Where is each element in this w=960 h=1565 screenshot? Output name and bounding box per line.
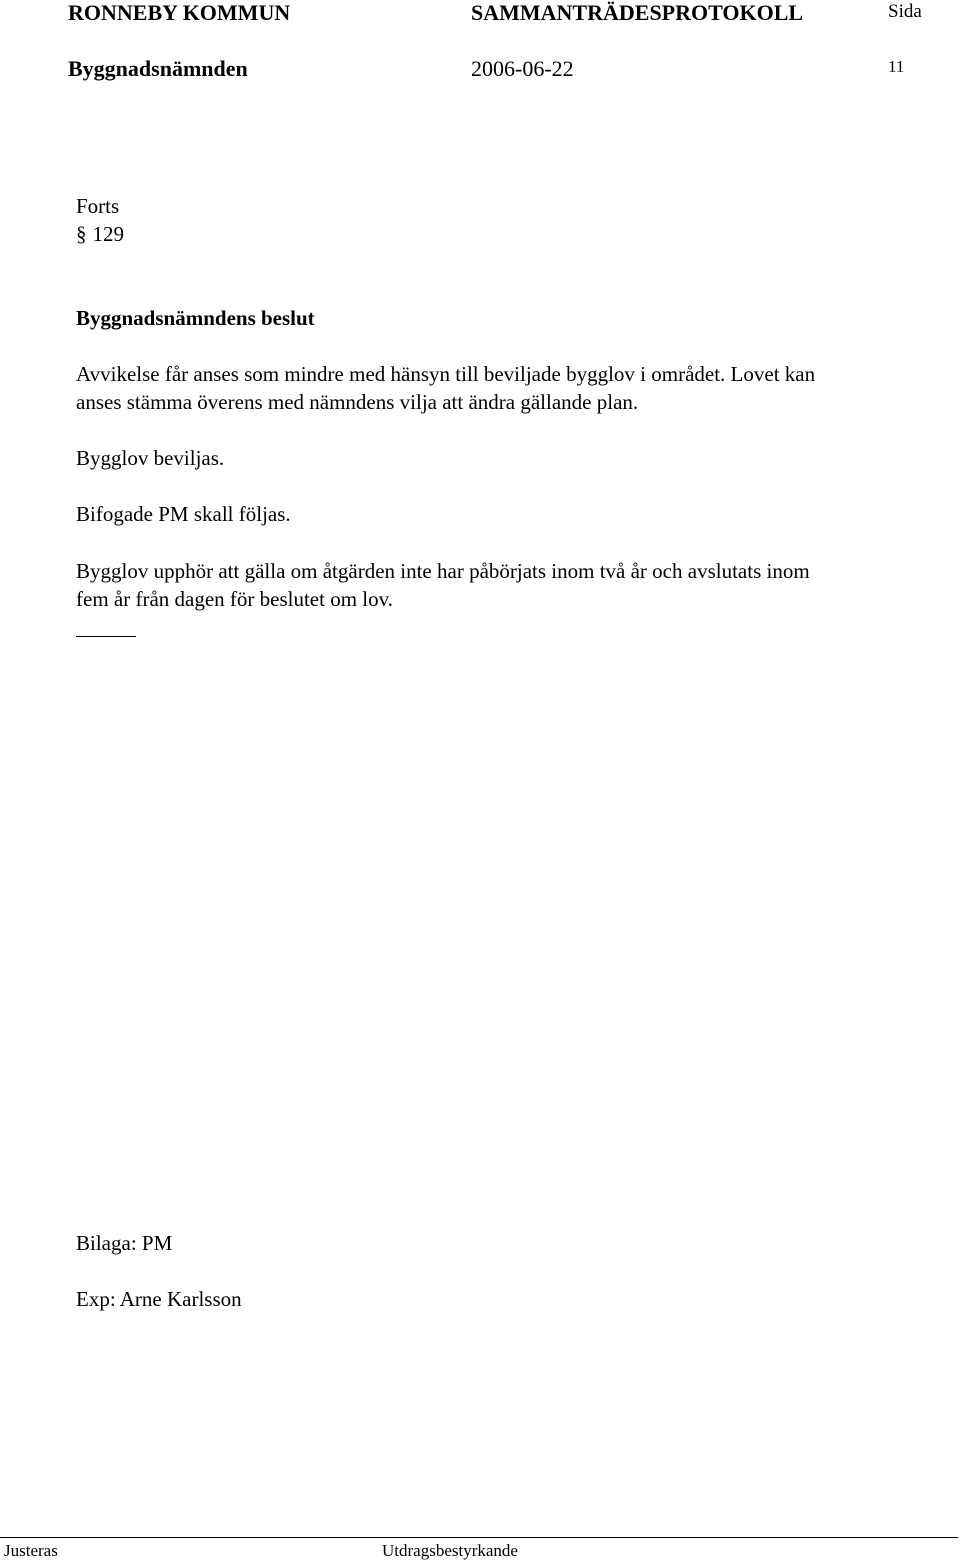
paragraph-line: Avvikelse får anses som mindre med hänsyn till beviljade bygglov i området. Lovet kan: [76, 362, 816, 386]
footer-rule: [0, 1537, 958, 1538]
footer-verified-label: Justeras: [4, 1541, 58, 1560]
section-sign: §: [76, 222, 87, 246]
continued-label: Forts: [76, 194, 120, 218]
decision-heading: Byggnadsnämndens beslut: [76, 306, 315, 330]
page-label: Sida: [888, 1, 922, 22]
paragraph-permit-expiry: [76, 557, 810, 613]
paragraph-line: Bygglov upphör att gälla om åtgärden inte har påbörjats inom två år och avslutats inom: [76, 559, 810, 583]
footer-certified-label: Utdragsbestyrkande: [382, 1541, 518, 1560]
committee-name: Byggnadsnämnden: [68, 56, 248, 81]
paragraph-line: fem år från dagen för beslutet om lov.: [76, 587, 394, 611]
meeting-date: 2006-06-22: [471, 56, 574, 81]
page-number: 11: [888, 57, 905, 76]
attachment-note: Bilaga: PM: [76, 1231, 173, 1255]
org-name: RONNEBY KOMMUN: [68, 0, 291, 25]
paragraph-permit-granted: Bygglov beviljas.: [76, 446, 225, 470]
section-number: 129: [92, 222, 124, 246]
dispatch-note: Exp: Arne Karlsson: [76, 1287, 242, 1311]
document-type: SAMMANTRÄDESPROTOKOLL: [471, 0, 804, 25]
section-end-rule: [76, 636, 136, 637]
paragraph-deviation: [76, 360, 815, 416]
paragraph-line: anses stämma överens med nämndens vilja att ändra gällande plan.: [76, 390, 639, 414]
section-reference: [76, 220, 124, 248]
paragraph-pm-followed: Bifogade PM skall följas.: [76, 502, 291, 526]
